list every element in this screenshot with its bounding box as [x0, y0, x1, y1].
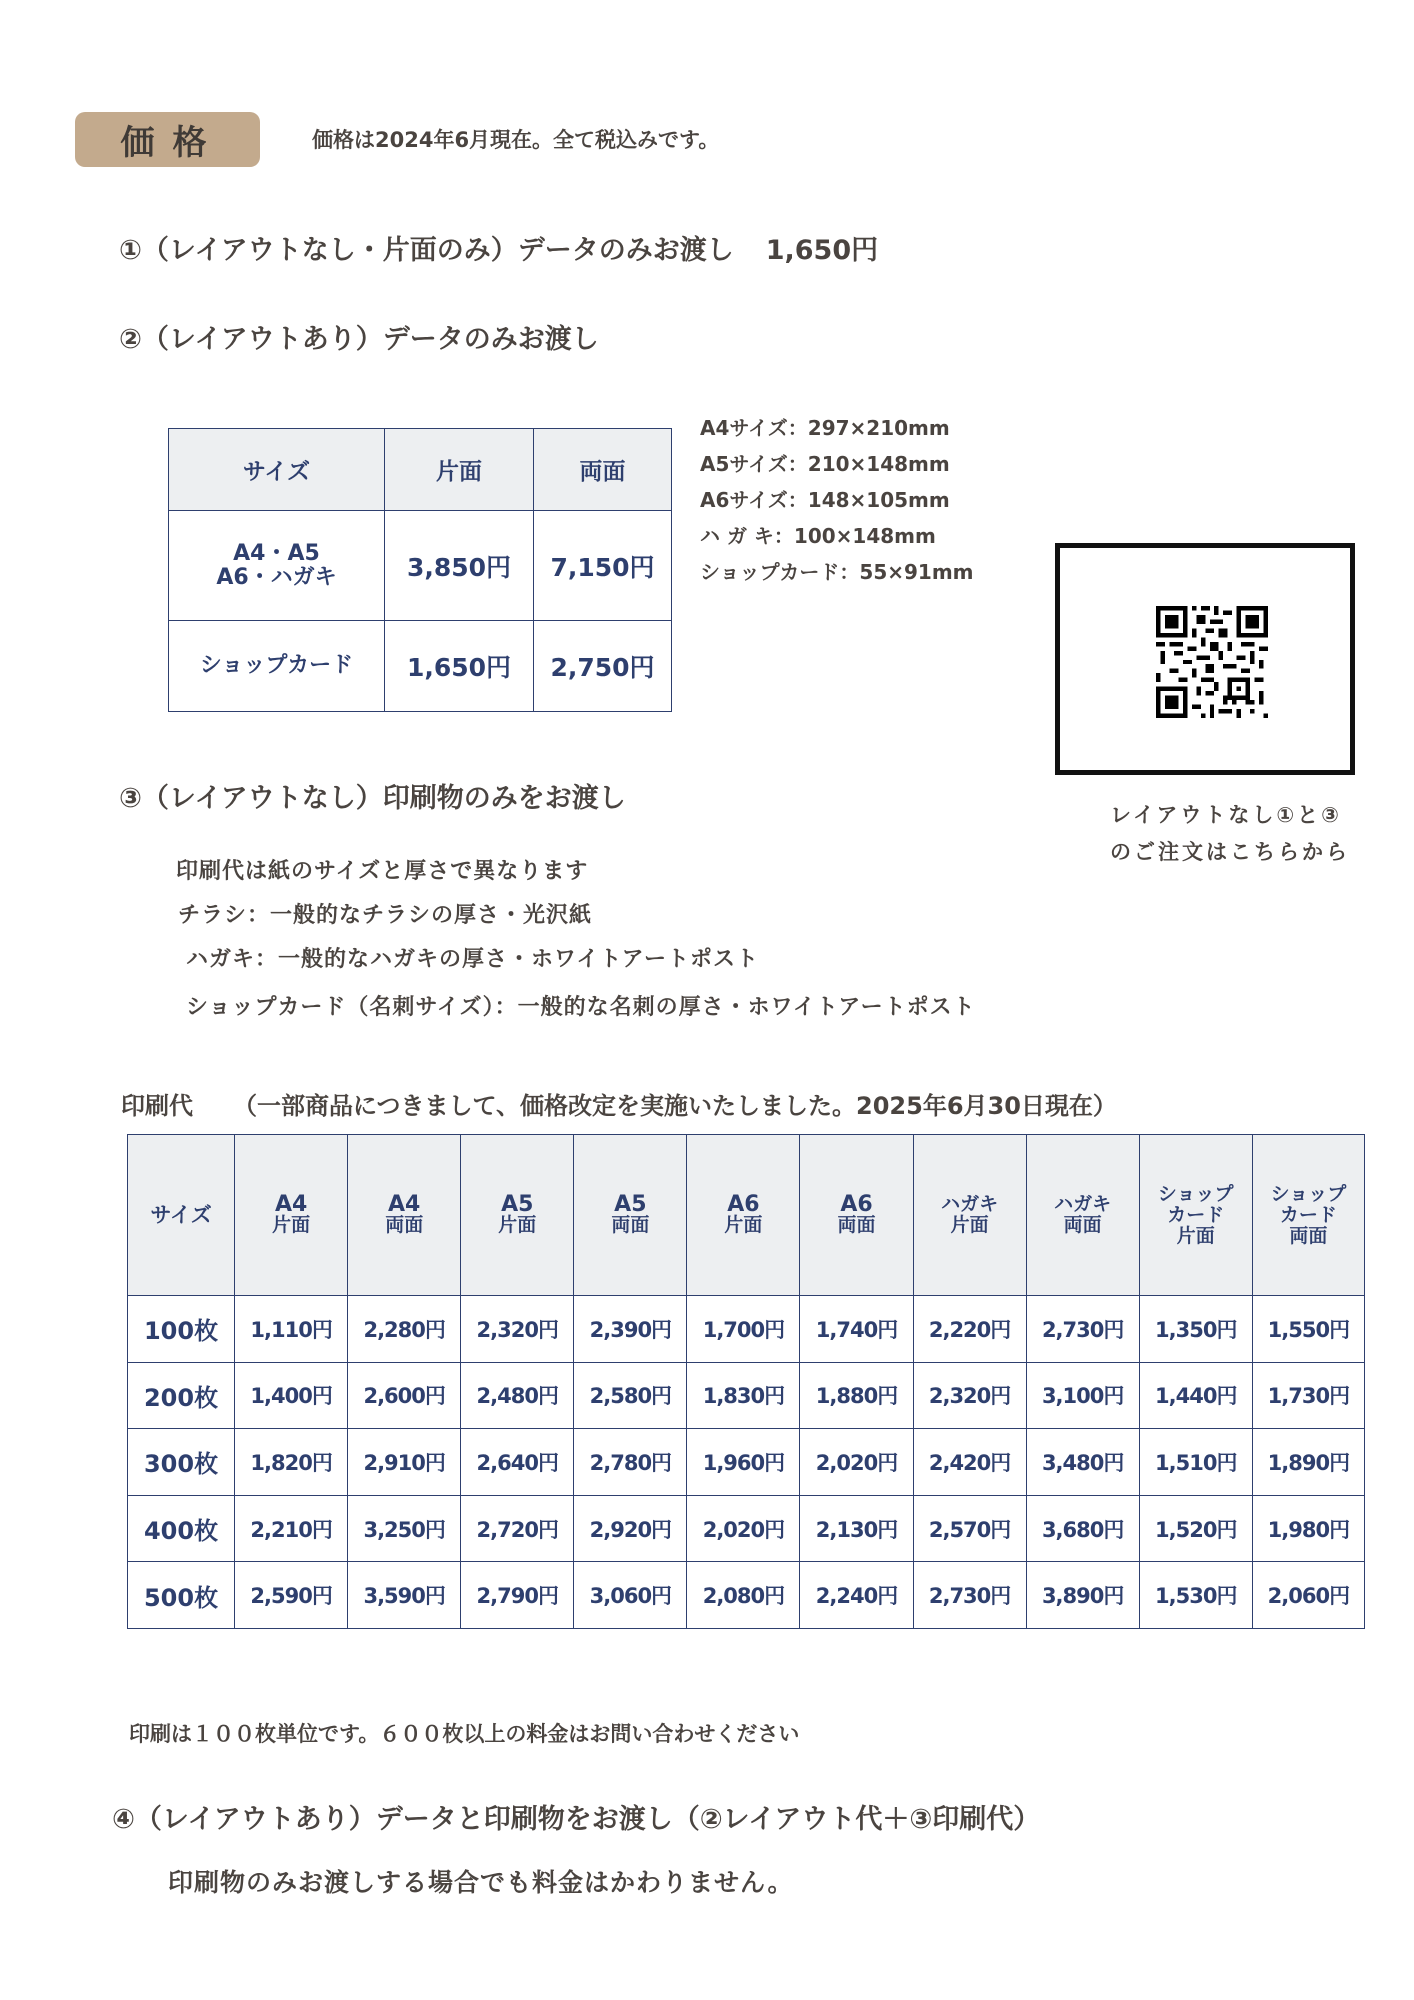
price-cell: 2,210円: [235, 1495, 348, 1562]
price-cell: 1,350円: [1139, 1296, 1252, 1363]
price-cell: 2,910円: [348, 1429, 461, 1496]
size-dimension: A6サイズ：148×105mm: [700, 488, 950, 512]
col-line: A5: [614, 1192, 647, 1217]
price-cell: 3,680円: [1026, 1495, 1139, 1562]
price-cell: 2,320円: [913, 1362, 1026, 1429]
section-1-heading: [119, 228, 878, 267]
price-cell: 2,590円: [235, 1562, 348, 1629]
layout-table-cell: 7,150円: [534, 511, 672, 621]
section-4-heading: ④（レイアウトあり）データと印刷物をお渡し（②レイアウト代＋③印刷代）: [112, 1804, 1041, 1835]
col-line: 両面: [1289, 1224, 1328, 1247]
section-3-line: 印刷代は紙のサイズと厚さで異なります: [176, 859, 589, 884]
price-cell: 2,780円: [574, 1429, 687, 1496]
price-cell: 2,790円: [461, 1562, 574, 1629]
layout-table-row-card-size: ショップカード: [169, 621, 385, 712]
price-cell: 2,730円: [913, 1562, 1026, 1629]
print-price-table: [127, 1134, 1365, 1629]
price-cell: 1,440円: [1139, 1362, 1252, 1429]
price-cell: 1,700円: [687, 1296, 800, 1363]
row-quantity: 300枚: [128, 1429, 235, 1496]
qr-note: [1110, 797, 1350, 871]
print-unit-note: 印刷は１００枚単位です。６００枚以上の料金はお問い合わせください: [129, 1722, 800, 1746]
print-table-header: [235, 1135, 348, 1296]
price-cell: 1,400円: [235, 1362, 348, 1429]
price-cell: 1,520円: [1139, 1495, 1252, 1562]
col-line: 片面: [724, 1214, 763, 1236]
col-line: ハガキ: [941, 1193, 999, 1215]
col-line: 両面: [385, 1214, 424, 1236]
section-3-line: チラシ：一般的なチラシの厚さ・光沢紙: [178, 903, 593, 928]
row-quantity: 100枚: [128, 1296, 235, 1363]
row-quantity: 400枚: [128, 1495, 235, 1562]
qr-code[interactable]: [1156, 606, 1268, 718]
price-cell: 1,740円: [800, 1296, 913, 1363]
price-cell: 2,020円: [687, 1495, 800, 1562]
price-cell: 1,110円: [235, 1296, 348, 1363]
price-cell: 2,280円: [348, 1296, 461, 1363]
price-cell: 2,480円: [461, 1362, 574, 1429]
print-table-caption: [121, 1086, 1117, 1121]
col-line: A5: [501, 1192, 534, 1217]
print-table-header: [800, 1135, 913, 1296]
price-cell: 3,100円: [1026, 1362, 1139, 1429]
price-cell: 1,830円: [687, 1362, 800, 1429]
layout-table-cell: 2,750円: [534, 621, 672, 712]
print-table-header: [461, 1135, 574, 1296]
section-2-heading: ②（レイアウトあり）データのみお渡し: [119, 324, 599, 355]
table-row: [128, 1429, 1365, 1496]
price-cell: 3,250円: [348, 1495, 461, 1562]
price-cell: 3,590円: [348, 1562, 461, 1629]
price-cell: 1,880円: [800, 1362, 913, 1429]
price-cell: 2,580円: [574, 1362, 687, 1429]
tax-note: 価格は2024年6月現在。全て税込みです。: [312, 128, 720, 152]
print-table-header: [348, 1135, 461, 1296]
layout-table-header-single: 片面: [385, 429, 534, 511]
price-cell: 3,480円: [1026, 1429, 1139, 1496]
print-table-header: [1252, 1135, 1364, 1296]
col-line: 片面: [1176, 1224, 1215, 1247]
price-cell: 1,890円: [1252, 1429, 1364, 1496]
qr-code-frame[interactable]: [1055, 543, 1355, 775]
col-line: ショップ: [1270, 1182, 1347, 1205]
col-line: 両面: [837, 1214, 876, 1236]
price-cell: 2,570円: [913, 1495, 1026, 1562]
price-cell: 2,320円: [461, 1296, 574, 1363]
qr-note-line: レイアウトなし①と③: [1110, 803, 1342, 827]
col-line: 両面: [1063, 1214, 1102, 1236]
print-table-header: [1139, 1135, 1252, 1296]
layout-table-cell: 3,850円: [385, 511, 534, 621]
col-line: A4: [274, 1192, 308, 1217]
col-line: A6: [840, 1192, 873, 1217]
table-row: [128, 1562, 1365, 1629]
print-table-header-size: サイズ: [128, 1135, 235, 1296]
price-cell: 3,060円: [574, 1562, 687, 1629]
size-dimension: A5サイズ：210×148mm: [700, 452, 950, 476]
price-cell: 1,730円: [1252, 1362, 1364, 1429]
col-line: A6: [727, 1192, 760, 1217]
row-quantity: 500枚: [128, 1562, 235, 1629]
price-cell: 2,720円: [461, 1495, 574, 1562]
print-table-caption-label: 印刷代: [121, 1092, 193, 1120]
price-cell: 2,600円: [348, 1362, 461, 1429]
section-3-line: ショップカード（名刺サイズ）：一般的な名刺の厚さ・ホワイトアートポスト: [186, 995, 976, 1020]
price-cell: 2,130円: [800, 1495, 913, 1562]
size-line: A6・ハガキ: [216, 564, 337, 590]
price-cell: 2,920円: [574, 1495, 687, 1562]
layout-table-row-a-size: [169, 511, 385, 621]
print-table-header: [687, 1135, 800, 1296]
price-cell: 2,730円: [1026, 1296, 1139, 1363]
size-dimension: A4サイズ：297×210mm: [700, 416, 950, 440]
price-cell: 2,020円: [800, 1429, 913, 1496]
size-dimensions-list: [700, 410, 974, 590]
section-4-note: 印刷物のみお渡しする場合でも料金はかわりません。: [168, 1868, 794, 1897]
col-line: 片面: [950, 1214, 989, 1236]
section-1-label: ①（レイアウトなし・片面のみ）データのみお渡し: [119, 235, 734, 266]
layout-price-table: [168, 428, 672, 712]
print-table-header: [574, 1135, 687, 1296]
section-3-heading: ③（レイアウトなし）印刷物のみをお渡し: [119, 783, 626, 814]
col-line: ハガキ: [1054, 1193, 1112, 1215]
table-row: [128, 1495, 1365, 1562]
table-row: [128, 1362, 1365, 1429]
print-table-header: [913, 1135, 1026, 1296]
price-cell: 2,220円: [913, 1296, 1026, 1363]
price-cell: 1,510円: [1139, 1429, 1252, 1496]
page-title-badge: 価格: [75, 112, 260, 167]
price-cell: 1,960円: [687, 1429, 800, 1496]
col-line: 片面: [498, 1214, 537, 1236]
row-quantity: 200枚: [128, 1362, 235, 1429]
price-cell: 2,060円: [1252, 1562, 1364, 1629]
price-cell: 2,640円: [461, 1429, 574, 1496]
col-line: A4: [388, 1192, 421, 1217]
col-line: 片面: [272, 1214, 311, 1236]
section-3-line: ハガキ：一般的なハガキの厚さ・ホワイトアートポスト: [186, 947, 760, 972]
price-cell: 2,080円: [687, 1562, 800, 1629]
price-cell: 2,420円: [913, 1429, 1026, 1496]
price-cell: 2,390円: [574, 1296, 687, 1363]
print-table-header: [1026, 1135, 1139, 1296]
size-line: A4・A5: [233, 540, 320, 566]
qr-note-line: のご注文はこちらから: [1110, 840, 1350, 864]
layout-table-cell: 1,650円: [385, 621, 534, 712]
price-cell: 1,980円: [1252, 1495, 1364, 1562]
size-dimension: ハ ガ キ：100×148mm: [700, 524, 936, 548]
price-cell: 1,820円: [235, 1429, 348, 1496]
price-cell: 2,240円: [800, 1562, 913, 1629]
layout-table-header-size: サイズ: [169, 429, 385, 511]
col-line: カード: [1167, 1203, 1225, 1226]
col-line: ショップ: [1157, 1182, 1234, 1205]
col-line: 両面: [611, 1214, 650, 1236]
layout-table-header-double: 両面: [534, 429, 672, 511]
col-line: カード: [1279, 1203, 1337, 1226]
size-dimension: ショップカード：55×91mm: [700, 560, 974, 584]
table-row: [128, 1296, 1365, 1363]
price-cell: 1,550円: [1252, 1296, 1364, 1363]
section-1-price: 1,650円: [765, 235, 879, 266]
price-cell: 1,530円: [1139, 1562, 1252, 1629]
print-table-caption-note: （一部商品につきまして、価格改定を実施いたしました。2025年6月30日現在）: [233, 1092, 1117, 1120]
price-cell: 3,890円: [1026, 1562, 1139, 1629]
